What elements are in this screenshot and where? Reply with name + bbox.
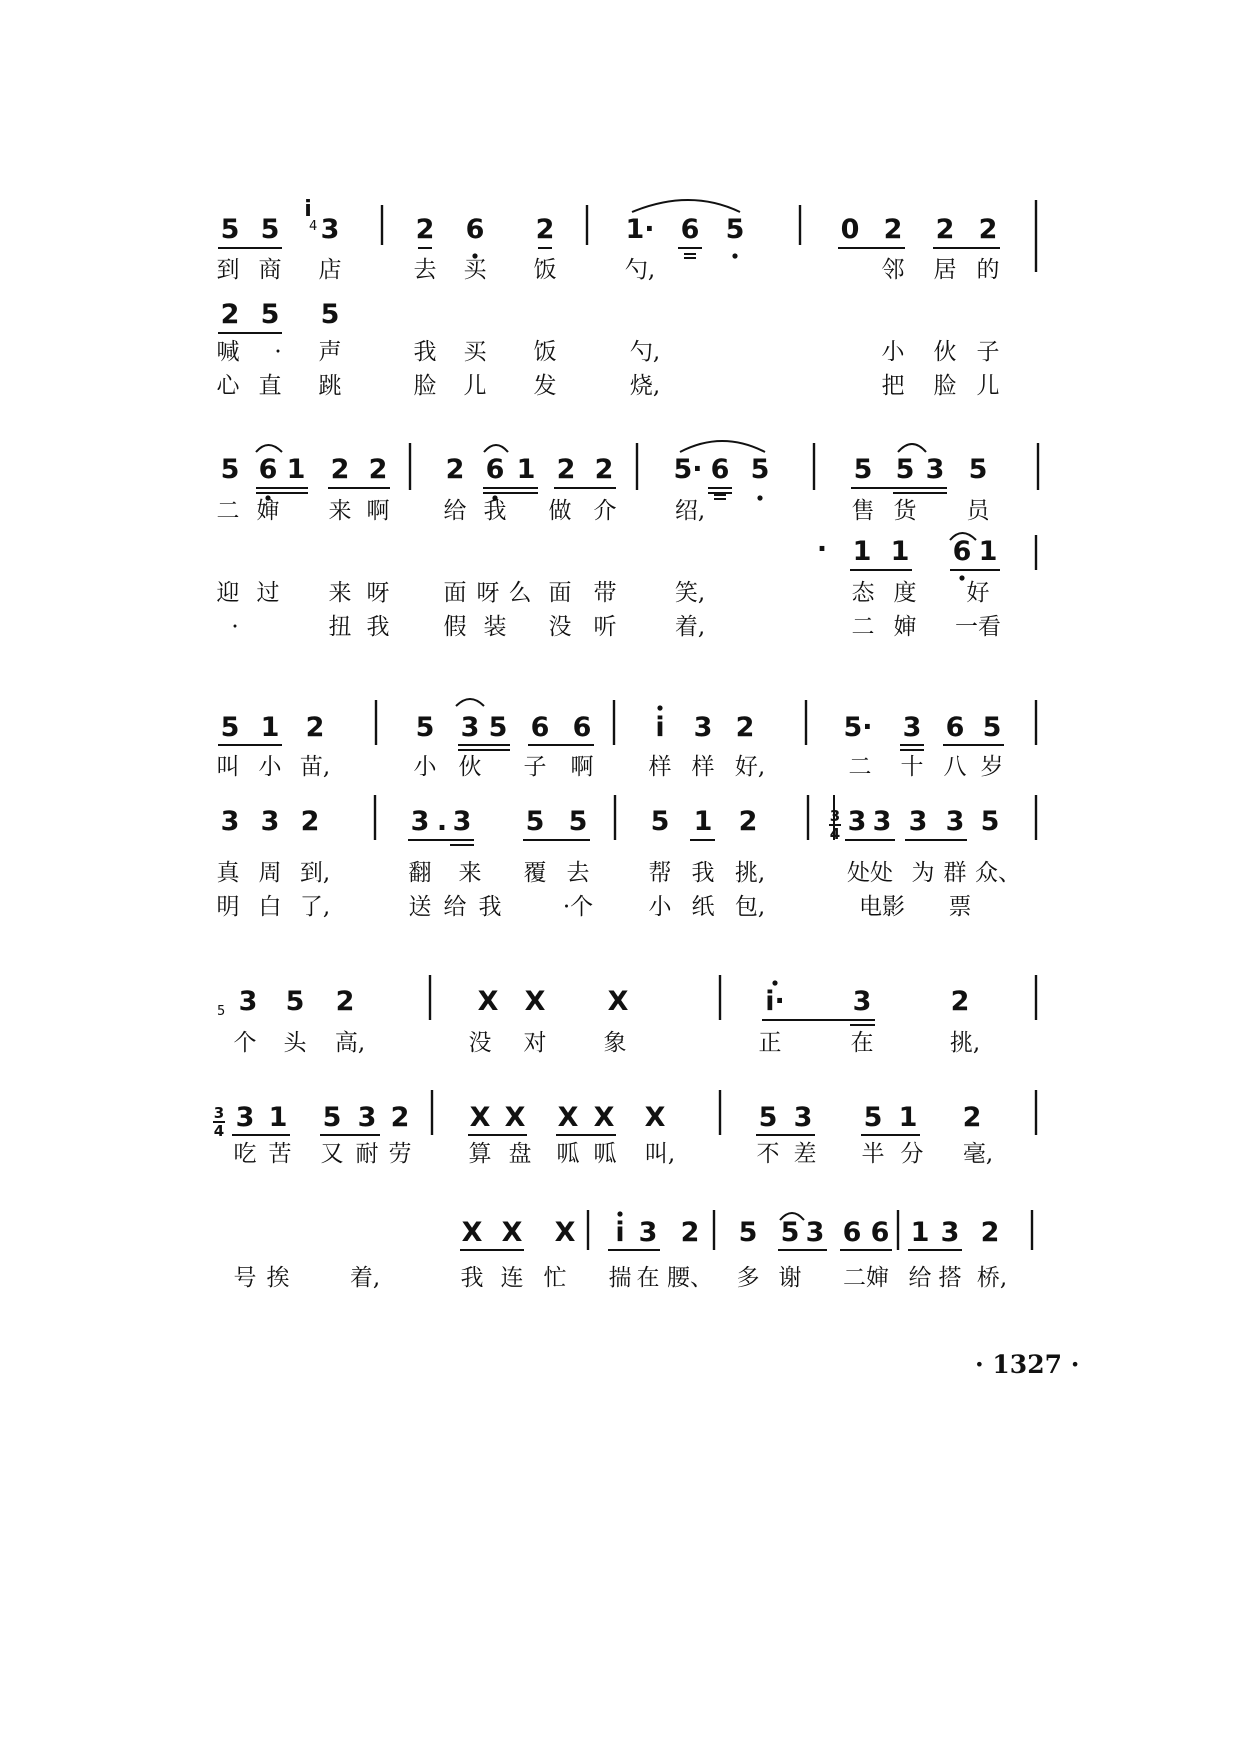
note: 3 xyxy=(357,1102,377,1133)
lyric: 做 xyxy=(548,498,572,524)
lyric: 脸 xyxy=(413,373,437,399)
note: X xyxy=(461,1217,483,1248)
lyric: 好, xyxy=(734,754,766,780)
note: 3 xyxy=(410,806,430,837)
lyric: 来 xyxy=(458,860,482,886)
lyric: 一看 xyxy=(955,614,1001,640)
lyric: 算 xyxy=(468,1141,492,1167)
lyric: 票 xyxy=(948,894,972,920)
note: 1 xyxy=(260,712,280,743)
time-signature: 3 4 xyxy=(213,1104,225,1140)
lyric: 听 xyxy=(593,614,617,640)
lyric: 搭 xyxy=(938,1265,962,1291)
lyric: 来 xyxy=(328,498,352,524)
lyric: 装 xyxy=(483,614,507,640)
lyric: 邻 xyxy=(881,257,905,283)
note: · xyxy=(816,534,828,565)
note: 3 xyxy=(925,454,945,485)
note: 1 xyxy=(898,1102,918,1133)
lyric: 挨 xyxy=(266,1265,290,1291)
lyric: 跳 xyxy=(318,373,342,399)
lyric: 好 xyxy=(966,580,990,606)
lyric: 我 xyxy=(483,498,507,524)
note: 5· xyxy=(843,712,873,743)
note: 3 xyxy=(945,806,965,837)
lyric: 商 xyxy=(258,257,282,283)
lyric: 样 xyxy=(691,754,715,780)
lyric: 高, xyxy=(334,1030,366,1056)
lyric: 白 xyxy=(258,894,282,920)
lyric: 覆 xyxy=(523,860,547,886)
note: 1 xyxy=(852,536,872,567)
note: 2 xyxy=(445,454,465,485)
note: 2 xyxy=(368,454,388,485)
lyric: 饭 xyxy=(533,257,557,283)
note: 3 xyxy=(638,1217,658,1248)
lyric: 我 xyxy=(478,894,502,920)
note: 5 xyxy=(725,214,745,245)
lyric: 叫, xyxy=(644,1141,676,1167)
lyric: 苦 xyxy=(268,1141,292,1167)
note: 2 xyxy=(330,454,350,485)
lyric: 腰、 xyxy=(667,1265,713,1291)
note: 1 xyxy=(890,536,910,567)
note: 6 xyxy=(680,214,700,245)
lyric: 送 xyxy=(408,894,432,920)
lyric: 翻 xyxy=(408,860,432,886)
lyric: 二 xyxy=(216,498,240,524)
lyric: 差 xyxy=(793,1141,817,1167)
note: 5 xyxy=(220,454,240,485)
lyric: 么 xyxy=(508,580,532,606)
lyric: 众、 xyxy=(975,860,1021,886)
note: 2 xyxy=(594,454,614,485)
lyric: 在 xyxy=(850,1030,874,1056)
lyric: 售 xyxy=(851,498,875,524)
note: 3 xyxy=(872,806,892,837)
note: 6 xyxy=(258,454,278,485)
lyric: 发 xyxy=(533,373,557,399)
lyric: 纸 xyxy=(691,894,715,920)
note: 3 xyxy=(460,712,480,743)
lyric: 包, xyxy=(734,894,766,920)
note: 1 xyxy=(268,1102,288,1133)
note: 3 xyxy=(260,806,280,837)
lyric: 没 xyxy=(548,614,572,640)
note: 3 xyxy=(238,986,258,1017)
note: 2 xyxy=(980,1217,1000,1248)
lyric: 对 xyxy=(523,1030,547,1056)
note: 5 xyxy=(982,712,1002,743)
lyric: 小 xyxy=(881,339,905,365)
lyric: 买 xyxy=(463,339,487,365)
lyric: 婶 xyxy=(256,498,280,524)
lyric: 啊 xyxy=(366,498,390,524)
lyric: 二 xyxy=(851,614,875,640)
note: 5 xyxy=(895,454,915,485)
lyric: 到, xyxy=(299,860,331,886)
lyric: 正 xyxy=(758,1030,782,1056)
lyric: 挑, xyxy=(949,1030,981,1056)
note: 3 xyxy=(235,1102,255,1133)
lyric: 没 xyxy=(468,1030,492,1056)
lyric: 伙 xyxy=(933,339,957,365)
lyric: 员 xyxy=(966,498,990,524)
lyric: 在 xyxy=(636,1265,660,1291)
note: X xyxy=(554,1217,576,1248)
lyric: 小 xyxy=(258,754,282,780)
lyric: 度 xyxy=(893,580,917,606)
note: 2 xyxy=(415,214,435,245)
lyric: 带 xyxy=(593,580,617,606)
note: 5 xyxy=(738,1217,758,1248)
lyric: 连 xyxy=(500,1265,524,1291)
lyric: ·个 xyxy=(562,894,594,920)
note: 3 xyxy=(847,806,867,837)
lyric: 二 xyxy=(848,754,872,780)
note: 6 xyxy=(952,536,972,567)
note: 1· xyxy=(625,214,655,245)
note: X xyxy=(504,1102,526,1133)
lyric: 劳 xyxy=(388,1141,412,1167)
note: 3 xyxy=(940,1217,960,1248)
note: 6 xyxy=(710,454,730,485)
note: . xyxy=(436,806,448,837)
lyric: 耐 xyxy=(355,1141,379,1167)
lyric: 不 xyxy=(756,1141,780,1167)
lyric: 笑, xyxy=(674,580,706,606)
lyric: 着, xyxy=(349,1265,381,1291)
note: 5 xyxy=(322,1102,342,1133)
note: 6 xyxy=(465,214,485,245)
lyric: 面 xyxy=(443,580,467,606)
lyric: 婶 xyxy=(893,614,917,640)
lyric: 挑, xyxy=(734,860,766,886)
lyric: 象 xyxy=(603,1030,627,1056)
note: 6 xyxy=(485,454,505,485)
note: 2 xyxy=(535,214,555,245)
note: 3 xyxy=(852,986,872,1017)
lyric: 呱 xyxy=(593,1141,617,1167)
lyric: 忙 xyxy=(543,1265,567,1291)
note: 5 xyxy=(220,712,240,743)
note: 5 xyxy=(568,806,588,837)
lyric: 明 xyxy=(216,894,240,920)
note: X xyxy=(607,986,629,1017)
lyric: 着, xyxy=(674,614,706,640)
lyric: 儿 xyxy=(463,373,487,399)
page-number: · 1327 · xyxy=(975,1350,1080,1379)
lyric: 半 xyxy=(861,1141,885,1167)
note: 5 xyxy=(285,986,305,1017)
lyric: 电影 xyxy=(859,894,905,920)
note: X xyxy=(557,1102,579,1133)
lyric: 过 xyxy=(256,580,280,606)
note: 3 xyxy=(693,712,713,743)
note: 5· xyxy=(673,454,703,485)
lyric: 帮 xyxy=(648,860,672,886)
note: 1 xyxy=(286,454,306,485)
lyric: 给 xyxy=(443,894,467,920)
note: 2 xyxy=(305,712,325,743)
note: 5 xyxy=(750,454,770,485)
note: 5 xyxy=(260,299,280,330)
lyric: 苗, xyxy=(299,754,331,780)
lyric: 啊 xyxy=(570,754,594,780)
lyric: 买 xyxy=(463,257,487,283)
note: 2 xyxy=(978,214,998,245)
lyric: 心 xyxy=(216,373,240,399)
note: 5 xyxy=(980,806,1000,837)
grace-note: 4 xyxy=(309,219,318,234)
note: 3 xyxy=(452,806,472,837)
lyric: 喊 xyxy=(216,339,240,365)
note: X xyxy=(644,1102,666,1133)
note: 6 xyxy=(572,712,592,743)
note: 2 xyxy=(738,806,758,837)
note: X xyxy=(524,986,546,1017)
note: 3 xyxy=(902,712,922,743)
lyric: 脸 xyxy=(933,373,957,399)
note: 1 xyxy=(910,1217,930,1248)
lyric: 勺, xyxy=(624,257,656,283)
lyric: 十 xyxy=(900,754,924,780)
lyric: 多 xyxy=(736,1265,760,1291)
lyric: 扭 xyxy=(328,614,352,640)
note: 5 xyxy=(968,454,988,485)
lyric: 样 xyxy=(648,754,672,780)
note: 5 xyxy=(320,299,340,330)
lyric: 处处 xyxy=(847,860,893,886)
note: 5 xyxy=(525,806,545,837)
note: 5 xyxy=(863,1102,883,1133)
lyric: 介 xyxy=(593,498,617,524)
lyric: 去 xyxy=(566,860,590,886)
lyric: 毫, xyxy=(962,1141,994,1167)
lyric: 个 xyxy=(233,1030,257,1056)
lyric: 为 xyxy=(911,860,935,886)
note: 5 xyxy=(220,214,240,245)
lyric: 盘 xyxy=(508,1141,532,1167)
lyric: 态 xyxy=(851,580,875,606)
note: X xyxy=(501,1217,523,1248)
note: 5 xyxy=(415,712,435,743)
lyric: 我 xyxy=(691,860,715,886)
lyric: 货 xyxy=(893,498,917,524)
lyric: 勺, xyxy=(629,339,661,365)
lyric: 子 xyxy=(523,754,547,780)
lyric: 给 xyxy=(908,1265,932,1291)
note: 0 xyxy=(840,214,860,245)
lyric: 到 xyxy=(216,257,240,283)
lyric: 又 xyxy=(320,1141,344,1167)
note: 2 xyxy=(390,1102,410,1133)
note: i· xyxy=(765,986,785,1017)
note: 3 xyxy=(220,806,240,837)
note: 5 xyxy=(758,1102,778,1133)
lyric: 八 xyxy=(943,754,967,780)
lyric: 号 xyxy=(233,1265,257,1291)
note: 2 xyxy=(335,986,355,1017)
lyric: 小 xyxy=(648,894,672,920)
note: 6 xyxy=(530,712,550,743)
note: 2 xyxy=(300,806,320,837)
lyric: 我 xyxy=(460,1265,484,1291)
note: i xyxy=(304,197,312,222)
note: 2 xyxy=(680,1217,700,1248)
note: 3 xyxy=(793,1102,813,1133)
note: 3 xyxy=(805,1217,825,1248)
lyric: 周 xyxy=(258,860,282,886)
note: i xyxy=(655,712,665,743)
note: 5 xyxy=(260,214,280,245)
lyric: 群 xyxy=(943,860,967,886)
time-signature: 3 4 xyxy=(829,807,841,843)
note: X xyxy=(477,986,499,1017)
note: X xyxy=(593,1102,615,1133)
lyric: 揣 xyxy=(608,1265,632,1291)
lyric: 头 xyxy=(283,1030,307,1056)
note: 2 xyxy=(883,214,903,245)
lyric: 店 xyxy=(318,257,342,283)
lyric: 桥, xyxy=(976,1265,1008,1291)
note: 6 xyxy=(945,712,965,743)
note: 5 xyxy=(488,712,508,743)
note: 2 xyxy=(220,299,240,330)
lyric: 叫 xyxy=(216,754,240,780)
note: 6 xyxy=(870,1217,890,1248)
note: 6 xyxy=(842,1217,862,1248)
lyric: · xyxy=(274,339,282,365)
lyric: 小 xyxy=(413,754,437,780)
lyric: 声 xyxy=(318,339,342,365)
lyric: 去 xyxy=(413,257,437,283)
lyric: 饭 xyxy=(533,339,557,365)
note: 2 xyxy=(962,1102,982,1133)
note: 3 xyxy=(908,806,928,837)
lyric: 了, xyxy=(299,894,331,920)
lyric: 的 xyxy=(976,257,1000,283)
lyric: 直 xyxy=(258,373,282,399)
lyric: 我 xyxy=(413,339,437,365)
lyric: 来 xyxy=(328,580,352,606)
note: 2 xyxy=(935,214,955,245)
note: 3 xyxy=(320,214,340,245)
lyric: · xyxy=(231,614,239,640)
note: 5 xyxy=(780,1217,800,1248)
lyric: 呱 xyxy=(556,1141,580,1167)
note: 5 xyxy=(650,806,670,837)
lyric: 我 xyxy=(366,614,390,640)
lyric: 谢 xyxy=(778,1265,802,1291)
lyric: 儿 xyxy=(976,373,1000,399)
lyric: 迎 xyxy=(216,580,240,606)
note: 1 xyxy=(516,454,536,485)
lyric: 烧, xyxy=(629,373,661,399)
lyric: 假 xyxy=(443,614,467,640)
lyric: 岁 xyxy=(980,754,1004,780)
note: X xyxy=(469,1102,491,1133)
lyric: 吃 xyxy=(233,1141,257,1167)
note: 1 xyxy=(693,806,713,837)
lyric: 呀 xyxy=(476,580,500,606)
grace-note: 5 xyxy=(217,1004,226,1019)
lyric: 真 xyxy=(216,860,240,886)
lyric: 居 xyxy=(933,257,957,283)
note: i xyxy=(615,1217,625,1248)
lyric: 伙 xyxy=(458,754,482,780)
lyric: 呀 xyxy=(366,580,390,606)
lyric: 把 xyxy=(881,373,905,399)
lyric: 给 xyxy=(443,498,467,524)
note: 5 xyxy=(853,454,873,485)
note: 1 xyxy=(978,536,998,567)
lyric: 子 xyxy=(976,339,1000,365)
note: 2 xyxy=(950,986,970,1017)
lyric: 二婶 xyxy=(843,1265,889,1291)
lyric: 分 xyxy=(900,1141,924,1167)
note: 2 xyxy=(556,454,576,485)
lyric: 面 xyxy=(548,580,572,606)
note: 2 xyxy=(735,712,755,743)
lyric: 绍, xyxy=(674,498,706,524)
